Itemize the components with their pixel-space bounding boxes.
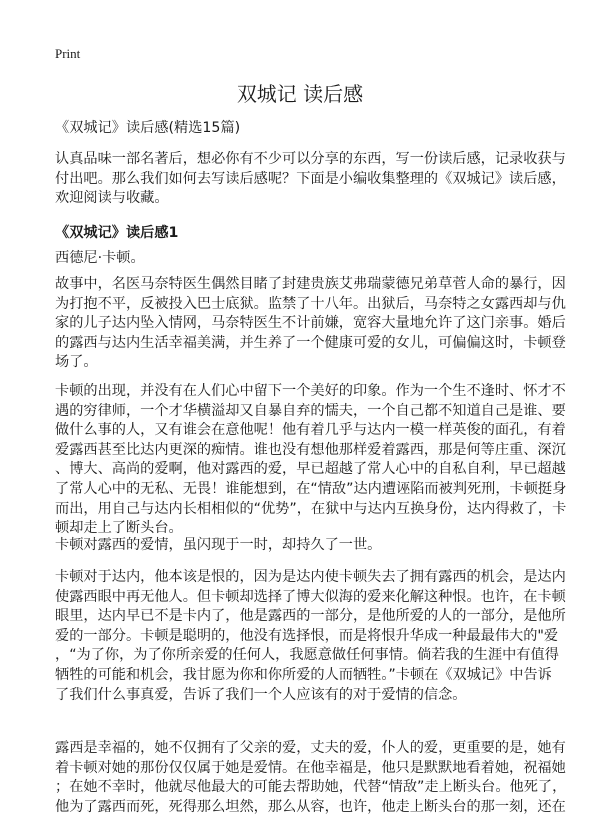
subtitle-text: 《双城记》读后感(精选15篇)	[55, 120, 241, 136]
page-title: 双城记 读后感	[236, 82, 364, 106]
subtitle	[55, 119, 555, 139]
text-line: 认真品味一部名著后，想必你有不少可以分享的东西，写一份读后感，记录收获与	[55, 151, 566, 167]
text-line: 故事中，名医马奈特医生偶然目睹了封建贵族艾弗瑞蒙德兄弟草菅人命的暴行，因	[55, 276, 566, 292]
text-line: 做什么事的人，又有谁会在意他呢！他有着几乎与达内一模一样英俊的面孔，有着	[55, 422, 566, 439]
text-line: 家的儿子达内坠入情网，马奈特医生不计前嫌，宽容大量地允许了这门亲事。婚后	[55, 315, 566, 332]
intro-paragraph	[55, 150, 566, 209]
body-paragraph	[55, 382, 567, 539]
text-line: 露西是幸福的，她不仅拥有了父亲的爱，丈夫的爱，仆人的爱，更重要的是，她有	[55, 740, 566, 756]
text-line: 卡顿对露西的爱情，虽闪现于一时，却持久了一世。	[55, 537, 382, 553]
text-line: 爱的一部分。卡顿是聪明的，他没有选择恨，而是将恨升华成一种最最伟大的"爱	[55, 627, 559, 644]
text-line: ；在她不幸时，他就尽他最大的可能去帮助她，代替“情敌”走上断头台。他死了，	[55, 779, 567, 796]
text-line: 眼里，达内早已不是卡内了，他是露西的一部分，是他所爱的人的一部分，是他所	[55, 608, 566, 625]
text-line: 使露西眼中再无他人。但卡顿却选择了博大似海的爱来化解这种恨。也许，在卡顿	[55, 588, 566, 605]
section-heading	[55, 224, 555, 244]
print-link[interactable]: Print	[55, 46, 81, 61]
text-line: 、博大、高尚的爱啊，他对露西的爱，早已超越了常人心中的自私自利，早已超越	[55, 461, 566, 478]
text-line: 为打抱不平，反被投入巴士底狱。监禁了十八年。出狱后，马奈特之女露西却与仇	[55, 295, 566, 312]
text-line: 卡顿的出现，并没有在人们心中留下一个美好的印象。作为一个生不逢时、怀才不	[55, 383, 566, 399]
text-line: 着卡顿对她的那份仅仅属于她是爱情。在他幸福是，他只是默默地看着她，祝福她	[55, 759, 566, 776]
text-line: 遇的穷律师，一个才华横溢却又自暴自弃的懦夫，一个自己都不知道自己是谁、要	[55, 402, 566, 419]
text-line: 而出，用自己与达内长相相似的“优势”，在狱中与达内互换身份，达内得救了，卡	[55, 500, 567, 517]
text-line: 他为了露西而死，死得那么坦然，那么从容，也许，他走上断头台的那一刻，还在	[55, 798, 566, 815]
author-line-text: 西德尼·卡顿。	[55, 250, 145, 266]
text-line: 顿却走上了断头台。	[55, 520, 183, 537]
text-line: ，“为了你，为了你所亲爱的任何人，我愿意做任何事情。倘若我的生涯中有值得	[55, 647, 559, 664]
text-line: 了我们什么事真爱，告诉了我们一个人应该有的对于爱情的信念。	[55, 686, 467, 703]
text-line: 场了。	[55, 354, 98, 371]
text-line: 卡顿对于达内，他本该是恨的，因为是达内使卡顿失去了拥有露西的机会，是达内	[55, 569, 566, 585]
text-line: 欢迎阅读与收藏。	[55, 190, 169, 207]
author-line	[55, 249, 555, 269]
body-paragraph	[55, 568, 566, 705]
body-paragraph	[55, 275, 566, 373]
body-paragraph	[55, 536, 555, 556]
body-paragraph	[55, 739, 567, 817]
section-heading-text: 《双城记》读后感1	[55, 225, 179, 241]
text-line: 的露西与达内生活幸福美满，并生养了一个健康可爱的女儿，可偏偏这时，卡顿登	[55, 334, 566, 351]
text-line: 爱露西甚至比达内更深的痴情。谁也没有想他那样爱着露西，那是何等庄重、深沉	[55, 441, 566, 458]
text-line: 了常人心中的无私、无畏！谁能想到，在“情敌”达内遭诬陷而被判死刑，卡顿挺身	[55, 480, 567, 497]
text-line: 牺牲的可能和机会，我甘愿为你和你所爱的人而牺牲。”卡顿在《双城记》中告诉	[55, 666, 552, 683]
text-line: 付出吧。那么我们如何去写读后感呢？下面是小编收集整理的《双城记》读后感，	[55, 170, 566, 187]
